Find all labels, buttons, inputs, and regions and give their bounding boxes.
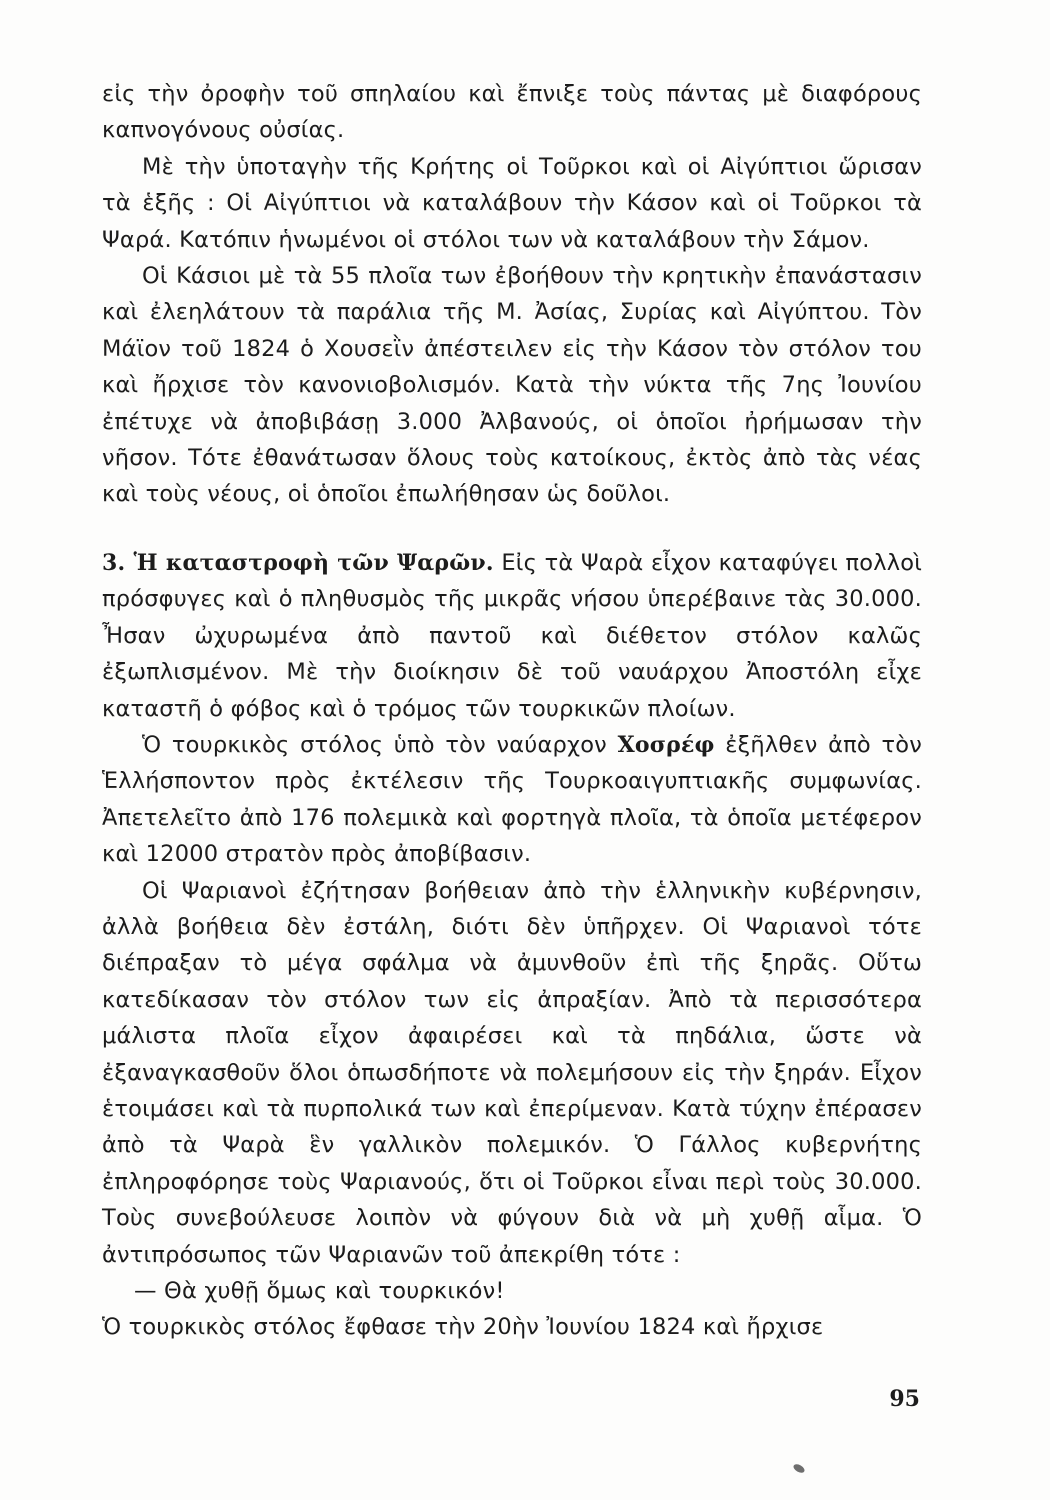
admiral-name: Χοσρέφ	[617, 731, 715, 758]
page-number: 95	[889, 1386, 920, 1412]
paragraph-dialogue: — Θὰ χυθῇ ὅμως καὶ τουρκικόν!	[134, 1278, 505, 1304]
paragraph-psara-text: Εἰς τὰ Ψαρὰ εἶχον καταφύγει πολλοὶ πρόσφυγες καὶ ὁ πληθυσμὸς τῆς μικρᾶς νήσου ὑπερέβαινε τὰς 30.000. Ἦσαν ὠχυρωμένα ἀπὸ παντοῦ καὶ διέθετον στόλον καλῶς ἐξωπλισμένον. Μὲ τὴν διοίκησιν δὲ τοῦ ναυάρχου Ἀποστόλη εἶχε καταστῆ ὁ φόβος καὶ ὁ τρόμος τῶν τουρκικῶν πλοίων.	[102, 549, 923, 722]
body-text	[102, 76, 922, 1346]
section-title: 3. Ἡ καταστροφὴ τῶν Ψαρῶν.	[102, 549, 494, 576]
ink-smudge	[792, 1462, 806, 1474]
paragraph-turkish-fleet	[102, 727, 922, 873]
paragraph-kasos: Οἱ Κάσιοι μὲ τὰ 55 πλοῖα των ἐβοήθουν τὴν κρητικὴν ἐπανάστασιν καὶ ἐλεηλάτουν τὰ παράλια τῆς Μ. Ἀσίας, Συρίας καὶ Αἰγύπτου. Τὸν Μάϊον τοῦ 1824 ὁ Χουσεῒν ἀπέστειλεν εἰς τὴν Κάσον τὸν στόλον του καὶ ἤρχισε τὸν κανονιοβολισμόν. Κατὰ τὴν νύκτα τῆς 7ης Ἰουνίου ἐπέτυχε νὰ ἀποβιβάσῃ 3.000 Ἀλβανούς, οἱ ὁποῖοι ἠρήμωσαν τὴν νῆσον. Τότε ἐθανάτωσαν ὅλους τοὺς κατοίκους, ἐκτὸς ἀπὸ τὰς νέας καὶ τοὺς νέους, οἱ ὁποῖοι ἐπωλήθησαν ὡς δοῦλοι.	[102, 263, 922, 508]
paragraph-continuation: εἰς τὴν ὀροφὴν τοῦ σπηλαίου καὶ ἔπνιξε τοὺς πάντας μὲ διαφόρους καπνογόνους οὐσίας.	[102, 81, 922, 144]
paragraph-psariots-defense: Οἱ Ψαριανοὶ ἐζήτησαν βοήθειαν ἀπὸ τὴν ἑλληνικὴν κυβέρνησιν, ἀλλὰ βοήθεια δὲν ἐστάλη, διότι δὲν ὑπῆρχεν. Οἱ Ψαριανοὶ τότε διέπραξαν τὸ μέγα σφάλμα νὰ ἀμυνθοῦν ἐπὶ τῆς ξηρᾶς. Οὕτω κατεδίκασαν τὸν στόλον των εἰς ἀπραξίαν. Ἀπὸ τὰ περισσότερα μάλιστα πλοῖα εἶχον ἀφαιρέσει καὶ τὰ πηδάλια, ὥστε νὰ ἐξαναγκασθοῦν ὅλοι ὁπωσδήποτε νὰ πολεμήσουν εἰς τὴν ξηράν. Εἶχον ἑτοιμάσει καὶ τὰ πυρπολικά των καὶ ἐπερίμεναν. Κατὰ τύχην ἐπέρασεν ἀπὸ τὰ Ψαρὰ ἓν γαλλικὸν πολεμικόν. Ὁ Γάλλος κυβερνήτης ἐπληροφόρησε τοὺς Ψαριανούς, ὅτι οἱ Τοῦρκοι εἶναι περὶ τοὺς 30.000. Τοὺς συνεβούλευσε λοιπὸν νὰ φύγουν διὰ νὰ μὴ χυθῇ αἷμα. Ὁ ἀντιπρόσωπος τῶν Ψαριανῶν τοῦ ἀπεκρίθη τότε :	[102, 877, 922, 1268]
paragraph-psara-intro	[102, 545, 922, 727]
paragraph-fleet-arrival: Ὁ τουρκικὸς στόλος ἔφθασε τὴν 20ὴν Ἰουνίου 1824 καὶ ἤρχισε	[102, 1314, 824, 1341]
paragraph-turkish-fleet-start: Ὁ τουρκικὸς στόλος ὑπὸ τὸν ναύαρχον	[142, 731, 607, 758]
paragraph-turkish-fleet-rest: ἐξῆλθεν ἀπὸ τὸν Ἑλλήσποντον πρὸς ἐκτέλεσιν τῆς Τουρκοαιγυπτιακῆς συμφωνίας. Ἀπετελεῖτο ἀπὸ 176 πολεμικὰ καὶ φορτηγὰ πλοῖα, τὰ ὁποῖα μετέφερον καὶ 12000 στρατὸν πρὸς ἀποβίβασιν.	[102, 731, 922, 868]
paragraph-crete-subjugation: Μὲ τὴν ὑποταγὴν τῆς Κρήτης οἱ Τοῦρκοι καὶ οἱ Αἰγύπτιοι ὥρισαν τὰ ἑξῆς : Οἱ Αἰγύπτιοι νὰ καταλάβουν τὴν Κάσον καὶ οἱ Τοῦρκοι τὰ Ψαρά. Κατόπιν ἡνωμένοι οἱ στόλοι των νὰ καταλάβουν τὴν Σάμον.	[102, 153, 922, 253]
